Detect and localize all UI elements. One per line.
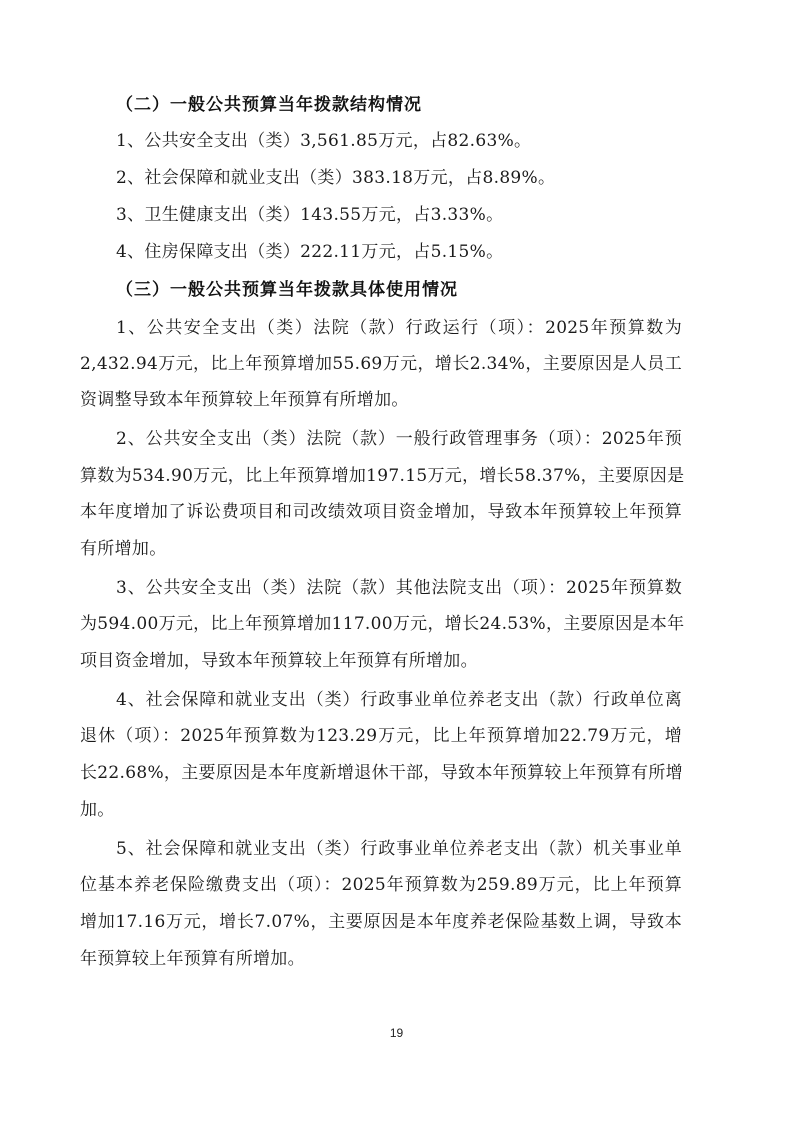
- paragraph-line: 3、公共安全支出（类）法院（款）其他法院支出（项）：2025年预算数: [116, 578, 682, 598]
- paragraph-line: 2、公共安全支出（类）法院（款）一般行政管理事务（项）：2025年预: [116, 429, 682, 449]
- paragraph-line: 资调整导致本年预算较上年预算有所增加。: [80, 390, 409, 410]
- paragraph-line: 退休（项）：2025年预算数为123.29万元，比上年预算增加22.79万元，增: [80, 726, 682, 746]
- paragraph-line: 为594.00万元，比上年预算增加117.00万元，增长24.53%，主要原因是本年: [80, 614, 685, 634]
- paragraph-line: 4、社会保障和就业支出（类）行政事业单位养老支出（款）行政单位离: [116, 690, 682, 710]
- paragraph-line: 增加17.16万元，增长7.07%，主要原因是本年度养老保险基数上调，导致本: [80, 912, 682, 932]
- page-number: 19: [389, 1026, 404, 1040]
- paragraph-line: 本年度增加了诉讼费项目和司改绩效项目资金增加，导致本年预算较上年预算: [80, 502, 682, 522]
- paragraph-line: 年预算较上年预算有所增加。: [80, 949, 305, 969]
- paragraph-line: 位基本养老保险缴费支出（项）：2025年预算数为259.89万元，比上年预算: [80, 875, 682, 895]
- structure-item-social-security: 2、社会保障和就业支出（类）383.18万元，占8.89%。: [116, 168, 556, 188]
- structure-item-public-safety: 1、公共安全支出（类）3,561.85万元，占82.63%。: [116, 131, 532, 151]
- paragraph-line: 有所增加。: [80, 539, 167, 559]
- section-heading-budget-usage: （三）一般公共预算当年拨款具体使用情况: [116, 280, 458, 300]
- section-heading-budget-structure: （二）一般公共预算当年拨款结构情况: [116, 95, 422, 115]
- paragraph-line: 1、公共安全支出（类）法院（款）行政运行（项）：2025年预算数为: [116, 318, 682, 338]
- paragraph-line: 长22.68%，主要原因是本年度新增退休干部，导致本年预算较上年预算有所增: [80, 763, 683, 783]
- paragraph-line: 2,432.94万元，比上年预算增加55.69万元，增长2.34%，主要原因是人员工: [80, 354, 682, 374]
- paragraph-line: 算数为534.90万元，比上年预算增加197.15万元，增长58.37%，主要原因是: [80, 466, 685, 486]
- paragraph-line: 5、社会保障和就业支出（类）行政事业单位养老支出（款）机关事业单: [116, 839, 682, 859]
- paragraph-line: 加。: [80, 800, 115, 820]
- structure-item-housing: 4、住房保障支出（类）222.11万元，占5.15%。: [116, 242, 504, 262]
- structure-item-health: 3、卫生健康支出（类）143.55万元，占3.33%。: [116, 205, 504, 225]
- paragraph-line: 项目资金增加，导致本年预算较上年预算有所增加。: [80, 651, 478, 671]
